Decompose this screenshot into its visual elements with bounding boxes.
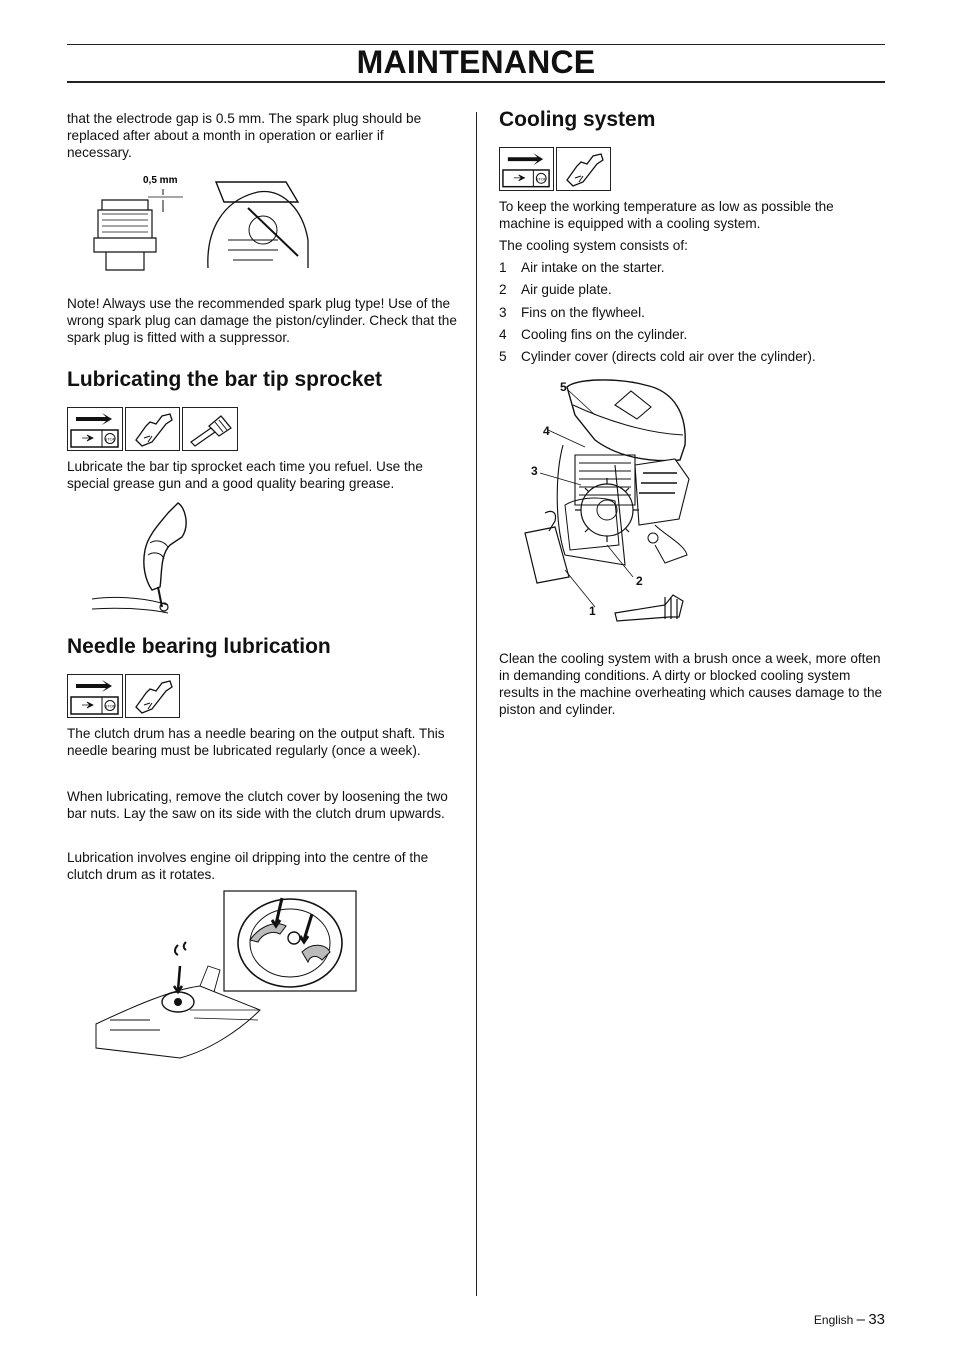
gap-label: 0,5 mm bbox=[143, 175, 178, 186]
list-item: 1 Air intake on the starter. bbox=[499, 260, 665, 275]
needle-paragraph-1: The clutch drum has a needle bearing on the output shaft. This needle bearing must be lubricated regularly (once a week). bbox=[67, 726, 445, 758]
cooling-parts-list bbox=[499, 260, 884, 371]
cooling-heading: Cooling system bbox=[499, 108, 656, 131]
callout-2: 2 bbox=[636, 574, 643, 588]
page-footer bbox=[814, 1311, 885, 1328]
intro-paragraph: that the electrode gap is 0.5 mm. The spark plug should be replaced after about a month in operation or earlier if necessary. bbox=[67, 111, 422, 160]
callout-1: 1 bbox=[589, 604, 596, 618]
note-paragraph: Note! Always use the recommended spark plug type! Use of the wrong spark plug can damage the piston/cylinder. Check that the spark plug is fitted with a suppressor. bbox=[67, 296, 457, 345]
protective-glove-icon bbox=[125, 407, 180, 451]
cooling-paragraph-1: To keep the working temperature as low as possible the machine is equipped with a cooling system. bbox=[499, 199, 834, 231]
brush-icon bbox=[182, 407, 238, 451]
needle-paragraph-3: Lubrication involves engine oil dripping into the centre of the clutch drum as it rotates. bbox=[67, 850, 429, 882]
column-divider bbox=[476, 112, 477, 1296]
protective-glove-icon bbox=[556, 147, 611, 191]
list-item: 2 Air guide plate. bbox=[499, 282, 612, 298]
callout-5: 5 bbox=[560, 380, 567, 394]
grease-gun-figure bbox=[90, 495, 200, 620]
stop-engine-icon bbox=[67, 407, 123, 451]
needle-paragraph-2: When lubricating, remove the clutch cover by loosening the two bar nuts. Lay the saw on its side with the clutch drum upwards. bbox=[67, 789, 448, 821]
spark-plug-figure bbox=[88, 170, 313, 275]
list-item: 4 Cooling fins on the cylinder. bbox=[499, 326, 688, 342]
svg-text:STOP: STOP bbox=[535, 176, 547, 182]
cooling-system-figure bbox=[515, 375, 695, 625]
svg-text:STOP: STOP bbox=[104, 436, 116, 442]
page-title: MAINTENANCE bbox=[356, 44, 596, 80]
clutch-drum-figure bbox=[90, 890, 360, 1065]
list-item: 3 Fins on the flywheel. bbox=[499, 304, 645, 320]
needle-heading: Needle bearing lubrication bbox=[67, 635, 331, 658]
svg-text:STOP: STOP bbox=[104, 703, 116, 709]
cooling-clean-paragraph: Clean the cooling system with a brush once a week, more often in demanding conditions. A dirty or blocked cooling system results in the machine overheating which causes damage to the piston and cylinder. bbox=[499, 651, 883, 717]
footer-dash: – bbox=[856, 1311, 865, 1328]
cooling-paragraph-2: The cooling system consists of: bbox=[499, 238, 688, 253]
bar-tip-heading: Lubricating the bar tip sprocket bbox=[67, 368, 383, 391]
list-item: 5 Cylinder cover (directs cold air over the cylinder). bbox=[499, 349, 816, 365]
header-bottom-rule bbox=[67, 81, 885, 83]
stop-engine-icon bbox=[67, 674, 123, 718]
callout-4: 4 bbox=[543, 424, 550, 438]
footer-language: English bbox=[813, 1313, 854, 1327]
protective-glove-icon bbox=[125, 674, 180, 718]
callout-3: 3 bbox=[531, 464, 538, 478]
bar-tip-paragraph: Lubricate the bar tip sprocket each time you refuel. Use the special grease gun and a good quality bearing grease. bbox=[67, 459, 423, 491]
page-number: 33 bbox=[868, 1311, 885, 1328]
stop-engine-icon bbox=[499, 147, 554, 191]
